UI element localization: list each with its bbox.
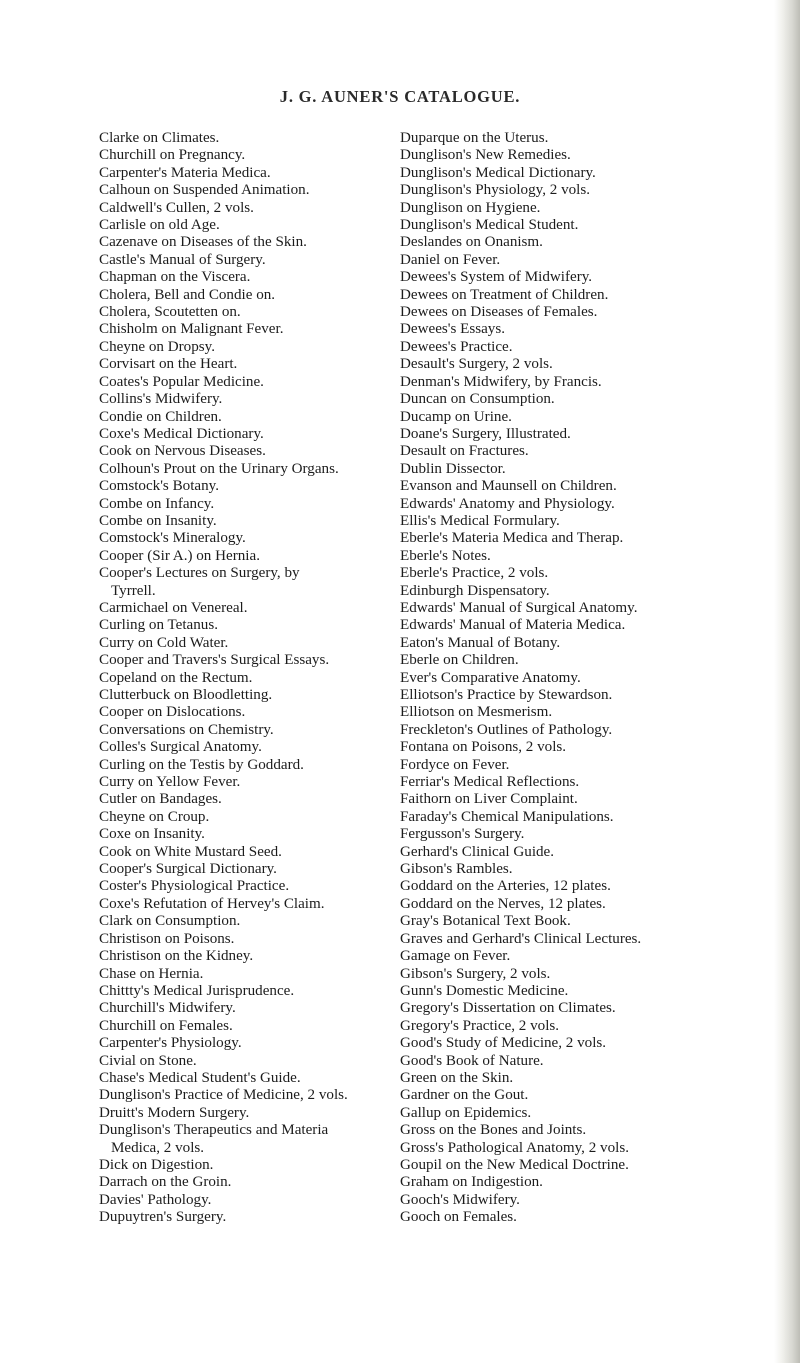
catalogue-entry: Copeland on the Rectum.: [99, 669, 253, 686]
catalogue-entry: Dewees on Treatment of Children.: [400, 286, 609, 303]
catalogue-entry: Dunglison's New Remedies.: [400, 147, 571, 164]
catalogue-entry: Churchill's Midwifery.: [99, 1000, 236, 1017]
catalogue-entry: Carpenter's Materia Medica.: [99, 164, 271, 181]
catalogue-entry: Cooper on Dislocations.: [99, 704, 246, 721]
catalogue-entry: Desault's Surgery, 2 vols.: [400, 356, 553, 373]
catalogue-entry: Fordyce on Fever.: [400, 756, 510, 773]
catalogue-entry: Desault on Fractures.: [400, 443, 529, 460]
catalogue-entry: Calhoun on Suspended Animation.: [99, 182, 310, 199]
catalogue-entry: Eaton's Manual of Botany.: [400, 634, 561, 651]
catalogue-entry: Cazenave on Diseases of the Skin.: [99, 234, 307, 251]
catalogue-entry: Caldwell's Cullen, 2 vols.: [99, 199, 254, 216]
catalogue-entry: Freckleton's Outlines of Pathology.: [400, 721, 613, 738]
catalogue-entry: Deslandes on Onanism.: [400, 234, 543, 251]
catalogue-entry: Conversations on Chemistry.: [99, 721, 274, 738]
catalogue-entry: Curry on Cold Water.: [99, 634, 229, 651]
catalogue-entry: Carlisle on old Age.: [99, 217, 220, 234]
catalogue-entry: Gibson's Surgery, 2 vols.: [400, 965, 551, 982]
catalogue-entry: Good's Study of Medicine, 2 vols.: [400, 1035, 607, 1052]
catalogue-entry: Gross on the Bones and Joints.: [400, 1122, 587, 1139]
catalogue-entry: Edinburgh Dispensatory.: [400, 582, 550, 599]
catalogue-entry: Daniel on Fever.: [400, 251, 501, 268]
catalogue-entry: Gibson's Rambles.: [400, 861, 513, 878]
catalogue-entry: Gooch's Midwifery.: [400, 1191, 520, 1208]
catalogue-entry: Eberle's Notes.: [400, 547, 491, 564]
catalogue-entry: Coates's Popular Medicine.: [99, 373, 264, 390]
catalogue-entry: Condie on Children.: [99, 408, 222, 425]
catalogue-entry: Combe on Insanity.: [99, 512, 217, 529]
catalogue-entry: Doane's Surgery, Illustrated.: [400, 425, 571, 442]
catalogue-entry: Duncan on Consumption.: [400, 391, 555, 408]
catalogue-entry: Ducamp on Urine.: [400, 408, 512, 425]
catalogue-entry: Dewees's Essays.: [400, 321, 506, 338]
catalogue-entry: Dunglison on Hygiene.: [400, 199, 541, 216]
catalogue-entry: Denman's Midwifery, by Francis.: [400, 373, 602, 390]
catalogue-entry-continuation: Tyrrell.: [111, 582, 156, 599]
catalogue-entry: Graves and Gerhard's Clinical Lectures.: [400, 930, 642, 947]
catalogue-entry: Chase's Medical Student's Guide.: [99, 1069, 301, 1086]
catalogue-entry: Cook on White Mustard Seed.: [99, 843, 282, 860]
catalogue-entry: Civial on Stone.: [99, 1052, 197, 1069]
catalogue-entry: Combe on Infancy.: [99, 495, 215, 512]
catalogue-entry: Clark on Consumption.: [99, 913, 241, 930]
catalogue-entry: Elliotson's Practice by Stewardson.: [400, 687, 613, 703]
catalogue-entry: Colhoun's Prout on the Urinary Organs.: [99, 460, 339, 477]
catalogue-entry: Dunglison's Practice of Medicine, 2 vols.: [99, 1087, 348, 1104]
catalogue-entry: Gregory's Practice, 2 vols.: [400, 1017, 560, 1034]
catalogue-entry: Ever's Comparative Anatomy.: [400, 669, 581, 686]
catalogue-entry: Goddard on the Nerves, 12 plates.: [400, 895, 606, 912]
catalogue-entry: Coxe on Insanity.: [99, 826, 205, 843]
catalogue-entry: Faithorn on Liver Complaint.: [400, 791, 578, 808]
catalogue-entry: Coxe's Medical Dictionary.: [99, 425, 264, 442]
page-title: J. G. AUNER'S CATALOGUE.: [279, 87, 521, 106]
catalogue-entry: Elliotson on Mesmerism.: [400, 704, 553, 721]
catalogue-entry: Clutterbuck on Bloodletting.: [99, 687, 273, 703]
catalogue-entry: Carpenter's Physiology.: [99, 1035, 242, 1052]
catalogue-entry: Gamage on Fever.: [400, 948, 511, 965]
catalogue-entry: Faraday's Chemical Manipulations.: [400, 808, 614, 825]
catalogue-entry: Edwards' Anatomy and Physiology.: [400, 495, 615, 512]
catalogue-entry: Gooch on Females.: [400, 1209, 517, 1226]
catalogue-entry: Curling on Tetanus.: [99, 617, 218, 634]
catalogue-entry: Darrach on the Groin.: [99, 1174, 232, 1191]
catalogue-entry: Ferriar's Medical Reflections.: [400, 774, 580, 791]
catalogue-entry: Cholera, Scoutetten on.: [99, 304, 241, 321]
catalogue-entry: Gray's Botanical Text Book.: [400, 913, 571, 930]
right-column: [400, 130, 790, 1227]
catalogue-entry: Fergusson's Surgery.: [400, 826, 525, 843]
catalogue-entry: Cook on Nervous Diseases.: [99, 443, 266, 460]
catalogue-entry: Ellis's Medical Formulary.: [400, 512, 560, 529]
catalogue-entry: Cooper and Travers's Surgical Essays.: [99, 652, 330, 669]
catalogue-entry: Eberle's Materia Medica and Therap.: [400, 530, 624, 547]
catalogue-entry: Eberle on Children.: [400, 652, 519, 669]
catalogue-entry-continuation: Medica, 2 vols.: [111, 1139, 205, 1156]
catalogue-entry: Edwards' Manual of Surgical Anatomy.: [400, 599, 638, 616]
catalogue-entry: Curling on the Testis by Goddard.: [99, 756, 304, 773]
catalogue-entry: Curry on Yellow Fever.: [99, 774, 241, 791]
catalogue-entry: Comstock's Mineralogy.: [99, 530, 246, 547]
catalogue-entry: Goddard on the Arteries, 12 plates.: [400, 878, 611, 895]
catalogue-entry: Coster's Physiological Practice.: [99, 878, 290, 895]
catalogue-entry: Cheyne on Dropsy.: [99, 338, 215, 355]
catalogue-entry: Chisholm on Malignant Fever.: [99, 321, 284, 338]
catalogue-entry: Graham on Indigestion.: [400, 1174, 543, 1191]
catalogue-entry: Cheyne on Croup.: [99, 808, 210, 825]
catalogue-entry: Christison on the Kidney.: [99, 948, 254, 965]
catalogue-entry: Cutler on Bandages.: [99, 791, 222, 808]
catalogue-entry: Dunglison's Medical Student.: [400, 217, 579, 234]
catalogue-entry: Dupuytren's Surgery.: [99, 1209, 227, 1226]
catalogue-entry: Comstock's Botany.: [99, 478, 219, 495]
catalogue-entry: Dick on Digestion.: [99, 1156, 214, 1173]
catalogue-entry: Dunglison's Physiology, 2 vols.: [400, 182, 591, 199]
catalogue-entry: Gerhard's Clinical Guide.: [400, 843, 555, 860]
catalogue-entry: Goupil on the New Medical Doctrine.: [400, 1156, 629, 1173]
catalogue-entry: Dunglison's Medical Dictionary.: [400, 164, 596, 181]
catalogue-entry: Cooper (Sir A.) on Hernia.: [99, 547, 260, 564]
catalogue-entry: Churchill on Pregnancy.: [99, 147, 246, 164]
catalogue-entry: Chapman on the Viscera.: [99, 269, 251, 286]
catalogue-entry: Evanson and Maunsell on Children.: [400, 478, 617, 495]
catalogue-entry: Gallup on Epidemics.: [400, 1104, 532, 1121]
catalogue-entry: Dunglison's Therapeutics and Materia: [99, 1122, 329, 1139]
catalogue-entry: Collins's Midwifery.: [99, 391, 223, 408]
catalogue-entry: Dewees's Practice.: [400, 338, 513, 355]
catalogue-entry: Davies' Pathology.: [99, 1191, 212, 1208]
catalogue-entry: Eberle's Practice, 2 vols.: [400, 565, 549, 582]
catalogue-entry: Churchill on Females.: [99, 1017, 233, 1034]
catalogue-entry: Dewees on Diseases of Females.: [400, 304, 598, 321]
catalogue-entry: Green on the Skin.: [400, 1069, 514, 1086]
catalogue-entry: Carmichael on Venereal.: [99, 599, 248, 616]
catalogue-entry: Druitt's Modern Surgery.: [99, 1104, 250, 1121]
catalogue-entry: Fontana on Poisons, 2 vols.: [400, 739, 567, 756]
catalogue-entry: Colles's Surgical Anatomy.: [99, 739, 262, 756]
catalogue-entry: Gardner on the Gout.: [400, 1087, 529, 1104]
catalogue-entry: Duparque on the Uterus.: [400, 130, 549, 146]
catalogue-entry: Good's Book of Nature.: [400, 1052, 544, 1069]
catalogue-entry: Dewees's System of Midwifery.: [400, 269, 593, 286]
catalogue-entry: Chittty's Medical Jurisprudence.: [99, 982, 295, 999]
catalogue-entry: Cooper's Lectures on Surgery, by: [99, 565, 300, 582]
catalogue-entry: Clarke on Climates.: [99, 130, 220, 146]
catalogue-entry: Cooper's Surgical Dictionary.: [99, 861, 277, 878]
catalogue-entry: Castle's Manual of Surgery.: [99, 251, 266, 268]
catalogue-entry: Chase on Hernia.: [99, 965, 204, 982]
catalogue-entry: Gunn's Domestic Medicine.: [400, 982, 569, 999]
catalogue-entry: Gregory's Dissertation on Climates.: [400, 1000, 616, 1017]
catalogue-entry: Coxe's Refutation of Hervey's Claim.: [99, 895, 325, 912]
catalogue-entry: Christison on Poisons.: [99, 930, 235, 947]
catalogue-entry: Gross's Pathological Anatomy, 2 vols.: [400, 1139, 629, 1156]
catalogue-entry: Edwards' Manual of Materia Medica.: [400, 617, 626, 634]
catalogue-entry: Dublin Dissector.: [400, 460, 506, 477]
catalogue-entry: Cholera, Bell and Condie on.: [99, 286, 276, 303]
catalogue-entry: Corvisart on the Heart.: [99, 356, 238, 373]
